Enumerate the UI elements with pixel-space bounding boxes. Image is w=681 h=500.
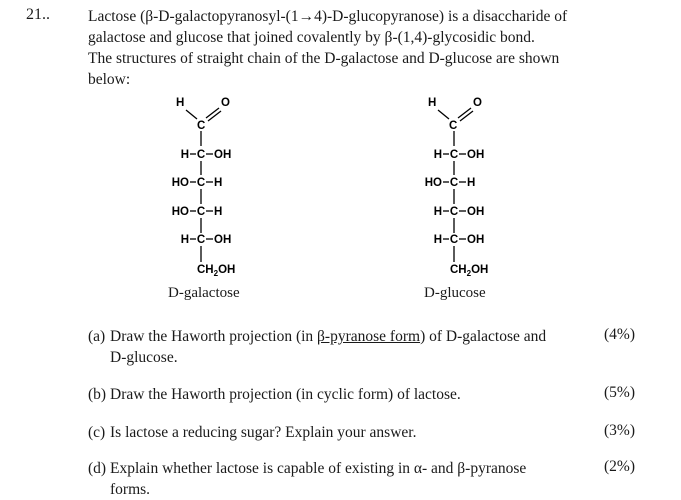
part-b-marks: (5%) [604, 384, 635, 401]
intro-line-3: The structures of straight chain of the D-galactose and D-glucose are shown [88, 50, 560, 67]
galactose-c5-right: OH [214, 234, 232, 246]
part-a-text-post: ) of D-galactose and [420, 328, 547, 345]
intro-line-1: Lactose (β-D-galactopyranosyl-(1→4)-D-glucopyranose) is a disaccharide of [88, 8, 568, 25]
galactose-c3-right: H [214, 177, 223, 189]
glucose-c5-left: H [433, 234, 442, 246]
question-number: 21.. [26, 6, 50, 23]
glucose-caption: D-glucose [424, 285, 486, 301]
glucose-c5-right: OH [467, 234, 485, 246]
glucose-aldehyde-c: C [449, 120, 458, 132]
part-d-text: Explain whether lactose is capable of existing in α- and β-pyranose [110, 460, 527, 477]
galactose-c4-right: H [214, 206, 223, 218]
glucose-ch2oh: $CH_2OH$ [450, 264, 489, 278]
glucose-c3-right: H [467, 177, 476, 189]
part-d-label: (d) [88, 460, 107, 477]
part-b [88, 384, 568, 405]
d-galactose-structure [172, 97, 236, 278]
part-a-marks: (4%) [604, 326, 635, 343]
part-b-text: Draw the Haworth projection (in cyclic form) of lactose. [110, 386, 461, 403]
part-c-label: (c) [88, 424, 106, 441]
galactose-c5: C [196, 234, 206, 246]
part-a [88, 326, 568, 368]
galactose-c3: C [196, 177, 206, 189]
glucose-aldehyde-o: O [473, 97, 482, 109]
galactose-ch2oh: $CH_2OH$ [197, 264, 236, 278]
glucose-c3-left: HO [424, 177, 442, 189]
galactose-c4: C [196, 206, 206, 218]
part-a-label: (a) [88, 328, 106, 345]
part-c [88, 422, 568, 443]
galactose-c2: C [196, 149, 206, 161]
galactose-aldehyde-h: H [176, 97, 185, 109]
glucose-c4-left: H [433, 206, 442, 218]
glucose-c3: C [449, 177, 459, 189]
d-glucose-structure [425, 97, 489, 278]
glucose-aldehyde-h: H [428, 97, 437, 109]
glucose-c5: C [449, 234, 459, 246]
part-a-underlined-term: β-pyranose form [317, 328, 421, 345]
part-b-label: (b) [88, 386, 107, 403]
galactose-c2-left: H [180, 149, 189, 161]
intro-line-2: galactose and glucose that joined covalently by β-(1,4)-glycosidic bond. [88, 29, 535, 46]
galactose-c4-left: HO [171, 206, 189, 218]
part-c-marks: (3%) [604, 422, 635, 439]
galactose-aldehyde-o: O [221, 97, 230, 109]
part-c-text: Is lactose a reducing sugar? Explain your answer. [110, 424, 417, 441]
glucose-c2-right: OH [467, 149, 485, 161]
part-a-line-2: D-glucose. [110, 349, 178, 366]
galactose-c5-left: H [180, 234, 189, 246]
galactose-c3-left: HO [171, 177, 189, 189]
galactose-aldehyde-c: C [197, 120, 206, 132]
glucose-c4: C [449, 206, 459, 218]
galactose-c2-right: OH [214, 149, 232, 161]
glucose-c2-left: H [433, 149, 442, 161]
part-d-line-2: forms. [110, 481, 151, 498]
part-d-marks: (2%) [604, 458, 635, 475]
glucose-c4-right: OH [467, 206, 485, 218]
part-d [88, 458, 568, 500]
glucose-c2: C [449, 149, 459, 161]
intro-line-4: below: [88, 71, 131, 88]
galactose-caption: D-galactose [168, 285, 240, 301]
part-a-text-pre: Draw the Haworth projection (in [110, 328, 318, 345]
